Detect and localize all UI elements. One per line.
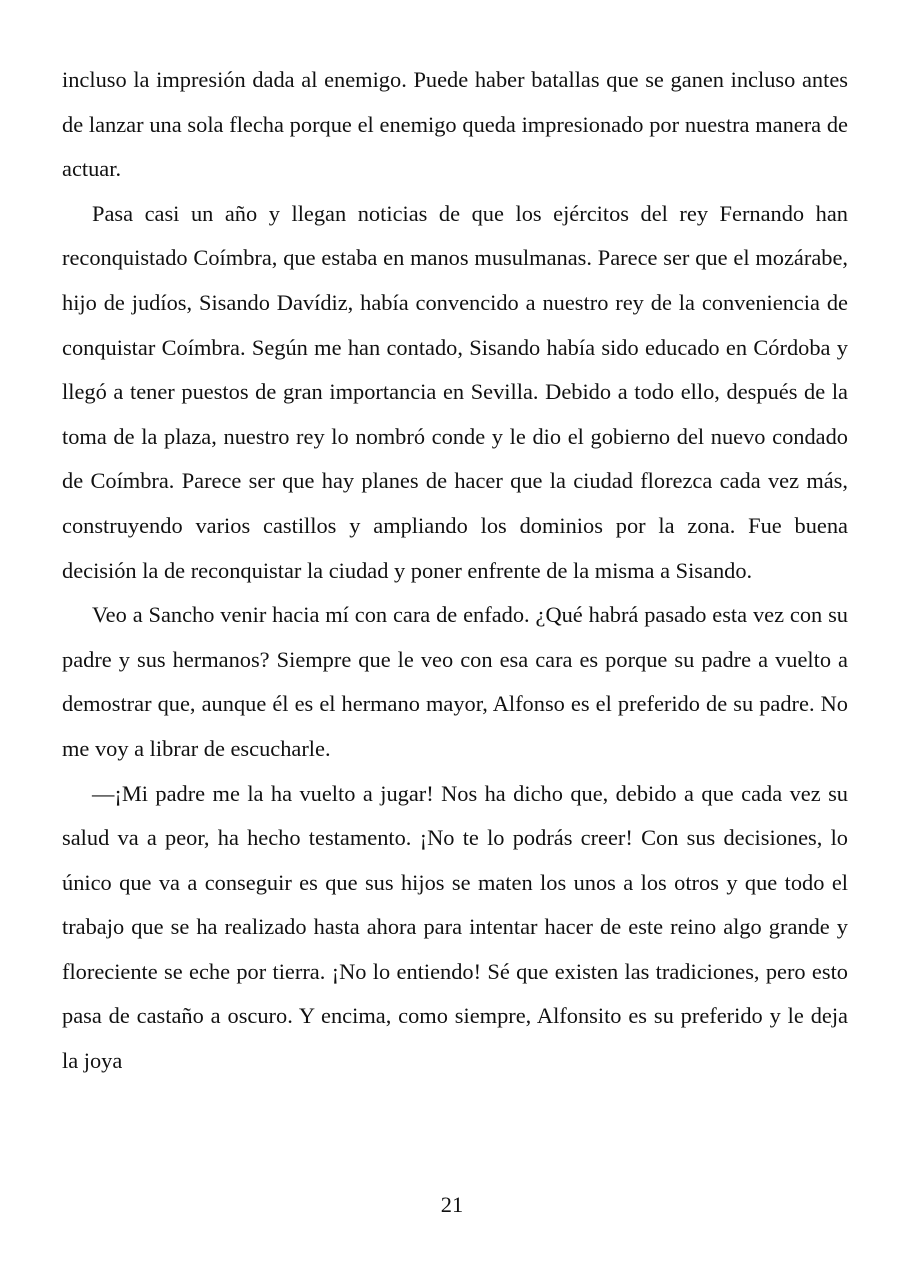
paragraph-continuation: incluso la impresión dada al enemigo. Puede haber batallas que se ganen incluso antes de lanzar una sola flecha porque el enemigo queda impresionado por nuestra manera de actuar. — [62, 67, 848, 182]
paragraph-sancho: Veo a Sancho venir hacia mí con cara de enfado. ¿Qué habrá pasado esta vez con su padre y sus hermanos? Siempre que le veo con esa cara es porque su padre a vuelto a demostrar que, aunque él es el hermano mayor, Alfonso es el preferido de su padre. No me voy a librar de escucharle. — [62, 602, 848, 761]
paragraph-coimbra: Pasa casi un año y llegan noticias de que los ejércitos del rey Fernando han reconquistado Coímbra, que estaba en manos musulmanas. Parece ser que el mozárabe, hijo de judíos, Sisando Davídiz, había convencido a nuestro rey de la conveniencia de conquistar Coímbra. Según me han contado, Sisando había sido educado en Córdoba y llegó a tener puestos de gran importancia en Sevilla. Debido a todo ello, después de la toma de la plaza, nuestro rey lo nombró conde y le dio el gobierno del nuevo condado de Coímbra. Parece ser que hay planes de hacer que la ciudad florezca cada vez más, construyendo varios castillos y ampliando los dominios por la zona. Fue buena decisión la de reconquistar la ciudad y poner enfrente de la misma a Sisando. — [62, 200, 848, 583]
page-number: 21 — [440, 1192, 464, 1217]
paragraph-dialogue: —¡Mi padre me la ha vuelto a jugar! Nos ha dicho que, debido a que cada vez su salud va a peor, ha hecho testamento. ¡No te lo podrás creer! Con sus decisiones, lo único que va a conseguir es que sus hijos se maten los unos a los otros y que todo el trabajo que se ha realizado hasta ahora para intentar hacer de este reino algo grande y floreciente se eche por tierra. ¡No lo entiendo! Sé que existen las tradiciones, pero esto pasa de castaño a oscuro. Y encima, como siempre, Alfonsito es su preferido y le deja la joya — [62, 780, 848, 1074]
text-column — [62, 58, 848, 1084]
